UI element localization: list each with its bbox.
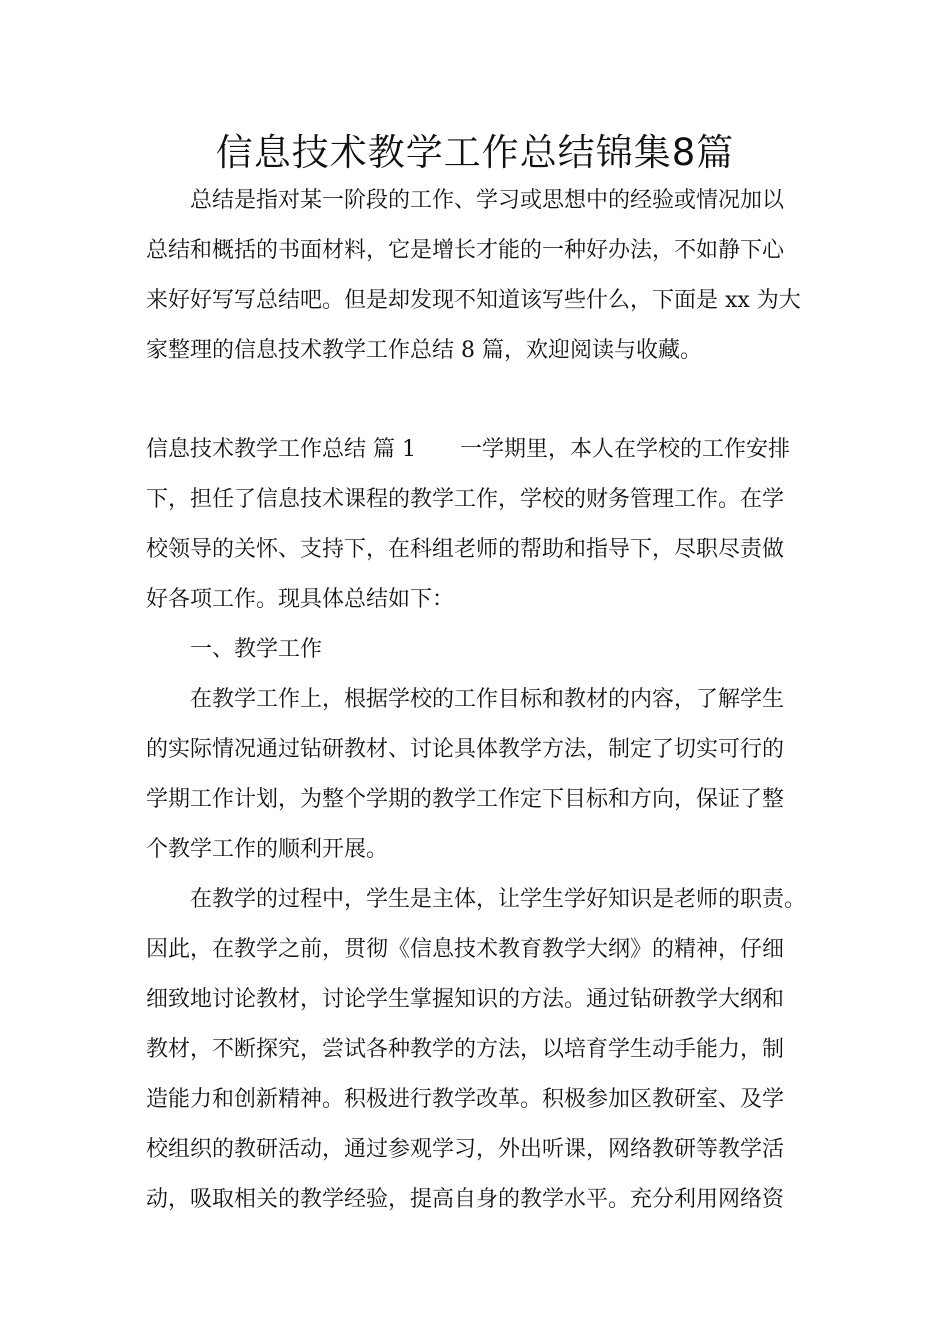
section-1-para3-line: 教材，不断探究，尝试各种教学的方法，以培育学生动手能力，制 <box>146 1037 785 1062</box>
document-title: 信息技术教学工作总结锦集8篇 <box>215 131 735 174</box>
intro-line: 总结和概括的书面材料，它是增长才能的一种好办法，不如静下心 <box>146 238 785 263</box>
section-1-first-line <box>146 425 811 475</box>
section-1-para3-line: 造能力和创新精神。积极进行教学改革。积极参加区教研室、及学 <box>146 1087 785 1112</box>
section-1 <box>146 425 811 1225</box>
section-1-para3-line: 动，吸取相关的教学经验，提高自身的教学水平。充分利用网络资 <box>146 1187 785 1212</box>
intro-line: 家整理的信息技术教学工作总结 8 篇，欢迎阅读与收藏。 <box>146 338 702 363</box>
section-1-para3-line: 校组织的教研活动，通过参观学习，外出听课，网络教研等教学活 <box>146 1137 785 1162</box>
section-1-para2-line: 个教学工作的顺利开展。 <box>146 837 389 862</box>
section-1-line: 好各项工作。现具体总结如下： <box>146 587 455 612</box>
intro-paragraph <box>146 176 811 376</box>
section-1-para3-line: 在教学的过程中，学生是主体，让学生学好知识是老师的职责。 <box>190 887 807 912</box>
section-1-para2-line: 的实际情况通过钻研教材、讨论具体教学方法，制定了切实可行的 <box>146 737 785 762</box>
section-1-line: 校领导的关怀、支持下，在科组老师的帮助和指导下，尽职尽责做 <box>146 537 785 562</box>
section-1-line: 下，担任了信息技术课程的教学工作，学校的财务管理工作。在学 <box>146 487 785 512</box>
section-1-para3-line: 细致地讨论教材，讨论学生掌握知识的方法。通过钻研教学大纲和 <box>146 987 785 1012</box>
section-1-para2-line: 学期工作计划，为整个学期的教学工作定下目标和方向，保证了整 <box>146 787 785 812</box>
intro-line: 来好好写写总结吧。但是却发现不知道该写些什么，下面是 xx 为大 <box>146 288 801 313</box>
section-1-para3-line: 因此，在教学之前，贯彻《信息技术教育教学大纲》的精神，仔细 <box>146 937 785 962</box>
intro-line: 总结是指对某一阶段的工作、学习或思想中的经验或情况加以 <box>190 188 785 213</box>
section-1-text: 一学期里，本人在学校的工作安排 <box>459 437 790 462</box>
section-1-subheading: 一、教学工作 <box>190 637 323 662</box>
section-1-para2-line: 在教学工作上，根据学校的工作目标和教材的内容，了解学生 <box>190 687 785 712</box>
section-1-heading: 信息技术教学工作总结 篇 1 <box>146 437 416 462</box>
